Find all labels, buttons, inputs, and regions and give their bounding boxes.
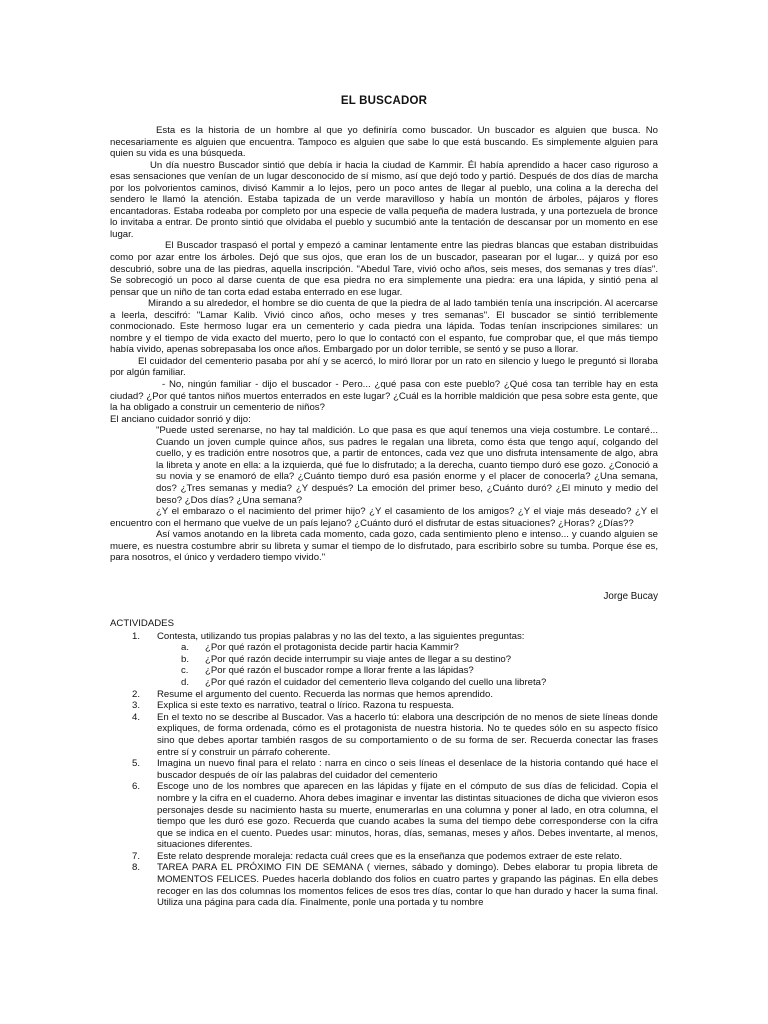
sub-list-item bbox=[157, 642, 658, 654]
story-quote: Así vamos anotando en la libreta cada momento, cada gozo, cada sentimiento pleno e intenso... y cuando alguien se muere, es nuestra costumbre abrir su libreta y sumar el tiempo de lo disfrutado, para escribirlo sobre su tumba. Porque ése es, para nosotros, el único y verdadero tiempo vivido." bbox=[110, 529, 658, 564]
list-item bbox=[110, 781, 658, 851]
list-item bbox=[110, 712, 658, 758]
item-text: Resume el argumento del cuento. Recuerda las normas que hemos aprendido. bbox=[157, 688, 493, 700]
list-item bbox=[110, 689, 658, 701]
list-item bbox=[110, 862, 658, 908]
list-item bbox=[110, 758, 658, 781]
item-text: En el texto no se describe al Buscador. Vas a hacerlo tú: elabora una descripción de no menos de siete líneas donde expliques, de forma ordenada, cómo es el protagonista de nuestra historia. No te quedes sólo en su aspecto físico sino que debes aportar también rasgos de su comportamiento o de su forma de ser. Recuerda conectar las frases entre sí y construir un párrafo coherente. bbox=[157, 711, 658, 758]
item-text: TAREA PARA EL PRÓXIMO FIN DE SEMANA ( viernes, sábado y domingo). Debes elaborar tu propia libreta de MOMENTOS FELICES. Puedes hacerla doblando dos folios en cuatro partes y grapando las páginas. En ella debes recoger en las dos columnas los momentos felices de esos tres días, contar lo que han durado y hacer la suma final. Utiliza una página para cada día. Finalmente, ponle una portada y tu nombre bbox=[157, 862, 658, 909]
story-paragraph: Esta es la historia de un hombre al que yo definiría como buscador. Un buscador es alguien que busca. No necesariamente es alguien que encuentra. Tampoco es alguien que sabe lo que está buscando. Es simplemente alguien para quien su vida es una búsqueda. bbox=[110, 125, 658, 160]
sub-letter: a. bbox=[181, 642, 190, 654]
list-item bbox=[110, 851, 658, 863]
story-paragraph: El anciano cuidador sonrió y dijo: bbox=[110, 413, 251, 425]
sub-list-item bbox=[157, 665, 658, 677]
item-number: 8. bbox=[132, 862, 141, 874]
item-text: Explica si este texto es narrativo, teatral o lírico. Razona tu respuesta. bbox=[157, 700, 455, 712]
sub-letter: c. bbox=[181, 665, 189, 677]
sub-text: ¿Por qué razón decide interrumpir su viaje antes de llegar a su destino? bbox=[205, 653, 512, 665]
story-paragraph: El cuidador del cementerio pasaba por ahí y se acercó, lo miró llorar por un rato en silencio y luego le preguntó si lloraba por algún familiar. bbox=[110, 355, 658, 379]
activities-list bbox=[110, 631, 658, 909]
item-number: 1. bbox=[132, 630, 141, 642]
sub-questions-list bbox=[157, 642, 658, 688]
story-quote: "Puede usted serenarse, no hay tal maldición. Lo que pasa es que aquí tenemos una vieja costumbre. Le contaré... Cuando un joven cumple quince años, sus padres le regalan una libreta, como ésta que tengo aquí, colgando del cuello, y es tradición entre nosotros que, a partir de entonces, cada vez que uno disfruta intensamente de algo, abra la libreta y anote en ella: a la izquierda, qué fue lo disfrutado; a la derecha, cuanto tiempo duró ese gozo. ¿Conoció a su novia y se enamoró de ella? ¿Cuánto tiempo duró esa pasión enorme y el placer de conocerla? ¿Una semana, dos? ¿Tres semanas y media? ¿Y después? La emoción del primer beso, ¿Cuánto duró? ¿El minuto y medio del beso? ¿Dos días? ¿Una semana? bbox=[156, 425, 658, 506]
sub-text: ¿Por qué razón el cuidador del cementerio lleva colgando del cuello una libreta? bbox=[205, 676, 547, 688]
story-paragraph: El Buscador traspasó el portal y empezó a caminar lentamente entre las piedras blancas que estaban distribuidas como por azar entre los árboles. Dejó que sus ojos, que eran los de un buscador, pasearan por el lugar... y quizá por eso descubrió, sobre una de las piedras, aquella inscripción. "Abedul Tare, vivió ocho años, seis meses, dos semanas y tres días". Se sobrecogió un poco al darse cuenta de que esa piedra no era simplemente una piedra: era una lápida, y sintió pena al pensar que un niño de tan corta edad estaba enterrado en ese lugar. bbox=[110, 240, 658, 298]
activities-section bbox=[110, 618, 658, 909]
sub-list-item bbox=[157, 677, 658, 689]
item-number: 5. bbox=[132, 758, 141, 770]
story-paragraph: Mirando a su alrededor, el hombre se dio cuenta de que la piedra de al lado también tenía una inscripción. Al acercarse a leerla, descifró: "Lamar Kalib. Vivió cinco años, ocho meses y tres semanas". El buscador se sintió terriblemente conmocionado. Este hermoso lugar era un cementerio y cada piedra una lápida. Todas tenían inscripciones similares: un nombre y el tiempo de vida exacto del muerto, pero lo que lo contactó con el espanto, fue comprobar que, el que más tiempo había vivido, apenas sobrepasaba los once años. Embargado por un dolor terrible, se sentó y se puso a llorar. bbox=[110, 298, 658, 356]
author-name: Jorge Bucay bbox=[603, 591, 658, 602]
sub-list-item bbox=[157, 654, 658, 666]
item-text: Contesta, utilizando tus propias palabras y no las del texto, a las siguientes preguntas: bbox=[157, 630, 525, 642]
item-number: 3. bbox=[132, 700, 141, 712]
item-text: Escoge uno de los nombres que aparecen en las lápidas y fíjate en el cómputo de sus días de felicidad. Copia el nombre y la cifra en el cuaderno. Ahora debes imaginar e inventar las distintas situaciones de dicha que vivieron esos personajes desde su nacimiento hasta su muerte, enumerarlas en una columna y poner al lado, en otra columna, el tiempo que les duró ese gozo. Recuerda que cuando acabes la suma del tiempo debe corresponderse con la cifra que se indica en el cuento. Puedes usar: minutos, horas, días, semanas, meses y años. Debes inventarte, al menos, situaciones diferentes. bbox=[157, 781, 658, 851]
story-quote: ¿Y el embarazo o el nacimiento del primer hijo? ¿Y el casamiento de los amigos? ¿Y el viaje más deseado? ¿Y el encuentro con el hermano que vuelve de un país lejano? ¿Cuánto duró el disfrutar de estas situaciones? ¿Horas? ¿Días?? bbox=[110, 506, 658, 529]
story-text bbox=[110, 125, 658, 564]
item-number: 4. bbox=[132, 711, 141, 723]
story-paragraph: - No, ningún familiar - dijo el buscador - Pero... ¿qué pasa con este pueblo? ¿Qué cosa tan terrible hay en esta ciudad? ¿Por qué tantos niños muertos enterrados en este lugar? ¿Cuál es la horrible maldición que pesa sobre esta gente, que la ha obligado a construir un cementerio de niños? bbox=[110, 379, 658, 414]
item-number: 7. bbox=[132, 850, 141, 862]
item-text: Imagina un nuevo final para el relato : narra en cinco o seis líneas el desenlace de la historia contando qué hace el buscador después de oír las palabras del cuidador del cementerio bbox=[157, 758, 658, 781]
activities-heading: ACTIVIDADES bbox=[110, 618, 174, 629]
item-number: 2. bbox=[132, 688, 141, 700]
list-item bbox=[110, 631, 658, 689]
item-number: 6. bbox=[132, 781, 141, 793]
sub-text: ¿Por qué razón el protagonista decide partir hacia Kammir? bbox=[205, 642, 459, 654]
item-text: Este relato desprende moraleja: redacta cuál crees que es la enseñanza que podemos extraer de este relato. bbox=[157, 850, 623, 862]
sub-letter: d. bbox=[181, 676, 190, 688]
sub-letter: b. bbox=[181, 653, 190, 665]
page-title: EL BUSCADOR bbox=[340, 95, 428, 107]
list-item bbox=[110, 700, 658, 712]
story-paragraph: Un día nuestro Buscador sintió que debía ir hacia la ciudad de Kammir. Él había aprendido a hacer caso riguroso a esas sensaciones que venían de un lugar desconocido de sí mismo, así que dejó todo y partió. Después de dos días de marcha por los polvorientos caminos, divisó Kammir a lo lejos, pero un poco antes de llegar al pueblo, una colina a la derecha del sendero le llamó la atención. Estaba tapizada de un verde maravilloso y había un montón de árboles, pájaros y flores encantadoras. Estaba rodeaba por completo por una especie de valla pequeña de madera lustrada, y una portezuela de bronce lo invitaba a entrar. De pronto sintió que olvidaba el pueblo y sucumbió ante la tentación de descansar por un momento en ese lugar. bbox=[110, 159, 658, 240]
sub-text: ¿Por qué razón el buscador rompe a llorar frente a las lápidas? bbox=[205, 665, 474, 677]
